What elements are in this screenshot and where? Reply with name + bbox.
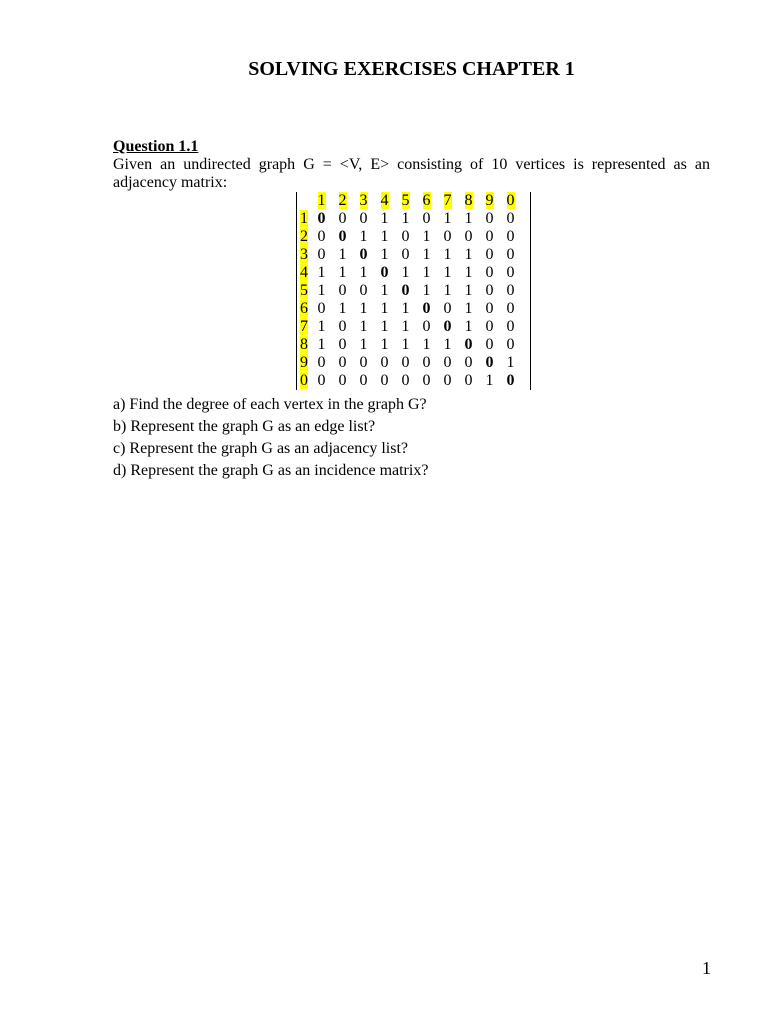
question-heading: Question 1.1: [113, 138, 199, 155]
matrix-cell: 1: [359, 318, 368, 335]
matrix-cell: 0: [443, 372, 452, 389]
matrix-cell: 1: [422, 246, 431, 263]
matrix-row-header: [297, 228, 311, 246]
matrix-cell: 1: [359, 300, 368, 317]
matrix-cell: 1: [401, 264, 410, 281]
matrix-row-label: 6: [300, 300, 308, 317]
matrix-cell: 0: [464, 228, 473, 245]
matrix-cell: 0: [422, 354, 431, 371]
adjacency-matrix-table: [297, 192, 521, 390]
matrix-cell: 1: [443, 336, 452, 353]
matrix-cell: 1: [401, 336, 410, 353]
matrix-cell: 1: [317, 336, 326, 353]
matrix-cell: 0: [506, 246, 515, 263]
matrix-cell: 0: [338, 372, 347, 389]
matrix-cell: 0: [485, 264, 494, 281]
matrix-column-label: 8: [464, 192, 473, 209]
matrix-column-label: 1: [317, 192, 326, 209]
matrix-row: [297, 300, 521, 318]
matrix-row-label: 4: [300, 264, 308, 281]
matrix-row: [297, 318, 521, 336]
matrix-column-label: 4: [380, 192, 389, 209]
matrix-row-label: 3: [300, 246, 308, 263]
matrix-cell: 1: [464, 300, 473, 317]
matrix-cell: 1: [443, 282, 452, 299]
matrix-cell: 0: [338, 336, 347, 353]
matrix-cell: 0: [443, 354, 452, 371]
matrix-cell: 1: [380, 282, 389, 299]
task-item: a) Find the degree of each vertex in the graph G?: [113, 396, 427, 413]
matrix-cell: 0: [359, 282, 368, 299]
matrix-row-label: 1: [300, 210, 308, 227]
matrix-cell: 1: [401, 300, 410, 317]
matrix-cell: 1: [380, 246, 389, 263]
matrix-column-header: [374, 192, 395, 210]
matrix-cell: 0: [422, 210, 431, 227]
matrix-diagonal-cell: 0: [401, 282, 410, 299]
matrix-cell: 0: [380, 372, 389, 389]
matrix-diagonal-cell: 0: [359, 246, 368, 263]
matrix-cell: 1: [338, 300, 347, 317]
matrix-cell: 0: [401, 372, 410, 389]
matrix-cell: 1: [485, 372, 494, 389]
matrix-cell: 1: [422, 228, 431, 245]
matrix-cell: 0: [317, 372, 326, 389]
matrix-column-label: 9: [485, 192, 494, 209]
matrix-column-label: 6: [422, 192, 431, 209]
matrix-cell: 0: [401, 228, 410, 245]
matrix-row-header: [297, 336, 311, 354]
page-title: SOLVING EXERCISES CHAPTER 1: [248, 58, 575, 80]
matrix-cell: 0: [506, 264, 515, 281]
matrix-cell: 1: [506, 354, 515, 371]
matrix-row-label: 9: [300, 354, 308, 371]
matrix-cell: 1: [380, 210, 389, 227]
matrix-cell: 0: [506, 336, 515, 353]
matrix-row-header: [297, 246, 311, 264]
matrix-cell: 0: [485, 210, 494, 227]
matrix-cell: 0: [422, 372, 431, 389]
matrix-diagonal-cell: 0: [338, 228, 347, 245]
matrix-cell: 1: [317, 264, 326, 281]
matrix-cell: 0: [506, 282, 515, 299]
matrix-cell: 1: [380, 336, 389, 353]
matrix-row-label: 2: [300, 228, 308, 245]
matrix-cell: 1: [464, 264, 473, 281]
task-list: [113, 394, 710, 482]
matrix-row-label: 8: [300, 336, 308, 353]
matrix-cell: 0: [317, 246, 326, 263]
question-section: [113, 138, 710, 482]
matrix-row-header: [297, 372, 311, 390]
matrix-cell: 0: [338, 354, 347, 371]
matrix-row: [297, 228, 521, 246]
matrix-cell: 1: [317, 282, 326, 299]
matrix-row-header: [297, 354, 311, 372]
matrix-cell: 0: [317, 354, 326, 371]
matrix-cell: 1: [443, 246, 452, 263]
matrix-cell: 0: [485, 282, 494, 299]
matrix-row: [297, 354, 521, 372]
matrix-row-label: 7: [300, 318, 308, 335]
matrix-diagonal-cell: 0: [317, 210, 326, 227]
matrix-row-label: 0: [300, 372, 308, 389]
task-item: c) Represent the graph G as an adjacency list?: [113, 440, 408, 457]
matrix-row: [297, 264, 521, 282]
matrix-row-header: [297, 210, 311, 228]
matrix-cell: 0: [506, 228, 515, 245]
matrix-column-header: [395, 192, 416, 210]
matrix-cell: 0: [485, 246, 494, 263]
matrix-column-header: [311, 192, 332, 210]
matrix-row-label: 5: [300, 282, 308, 299]
matrix-cell: 0: [485, 336, 494, 353]
matrix-row: [297, 372, 521, 390]
matrix-cell: 1: [443, 210, 452, 227]
matrix-cell: 1: [464, 318, 473, 335]
matrix-diagonal-cell: 0: [443, 318, 452, 335]
matrix-cell: 1: [422, 282, 431, 299]
matrix-cell: 0: [485, 300, 494, 317]
matrix-diagonal-cell: 0: [422, 300, 431, 317]
matrix-column-label: 0: [506, 192, 515, 209]
matrix-row: [297, 336, 521, 354]
matrix-cell: 0: [359, 372, 368, 389]
matrix-column-header: [479, 192, 500, 210]
matrix-cell: 0: [317, 300, 326, 317]
matrix-cell: 1: [317, 318, 326, 335]
matrix-row-header: [297, 264, 311, 282]
matrix-cell: 0: [464, 354, 473, 371]
matrix-cell: 0: [506, 210, 515, 227]
matrix-cell: 1: [380, 228, 389, 245]
matrix-column-header: [353, 192, 374, 210]
matrix-cell: 1: [464, 210, 473, 227]
matrix-column-label: 2: [338, 192, 347, 209]
matrix-cell: 0: [359, 210, 368, 227]
page-number: 1: [702, 958, 711, 978]
matrix-cell: 1: [338, 246, 347, 263]
task-item: d) Represent the graph G as an incidence matrix?: [113, 462, 429, 479]
matrix-cell: 1: [380, 300, 389, 317]
matrix-row: [297, 282, 521, 300]
matrix-cell: 0: [485, 318, 494, 335]
matrix-cell: 0: [401, 246, 410, 263]
question-intro: Given an undirected graph G = <V, E> consisting of 10 vertices is represented as an adjacency matrix:: [113, 156, 710, 191]
matrix-diagonal-cell: 0: [464, 336, 473, 353]
matrix-column-header: [458, 192, 479, 210]
matrix-column-label: 5: [401, 192, 410, 209]
matrix-cell: 0: [506, 318, 515, 335]
matrix-cell: 0: [464, 372, 473, 389]
matrix-cell: 0: [338, 210, 347, 227]
matrix-cell: 1: [359, 264, 368, 281]
matrix-cell: 1: [338, 264, 347, 281]
matrix-column-header: [332, 192, 353, 210]
matrix-cell: 1: [380, 318, 389, 335]
matrix-cell: 0: [380, 354, 389, 371]
matrix-row: [297, 246, 521, 264]
matrix-row-header: [297, 318, 311, 336]
matrix-cell: 1: [464, 282, 473, 299]
matrix-cell: 0: [443, 300, 452, 317]
matrix-cell: 1: [401, 210, 410, 227]
matrix-cell: 1: [464, 246, 473, 263]
matrix-header-row: [297, 192, 521, 210]
matrix-diagonal-cell: 0: [380, 264, 389, 281]
matrix-column-label: 7: [443, 192, 452, 209]
matrix-row-header: [297, 300, 311, 318]
matrix-column-header: [416, 192, 437, 210]
matrix-cell: 1: [443, 264, 452, 281]
matrix-cell: 0: [338, 282, 347, 299]
matrix-cell: 1: [359, 228, 368, 245]
task-item: b) Represent the graph G as an edge list?: [113, 418, 376, 435]
matrix-diagonal-cell: 0: [485, 354, 494, 371]
matrix-cell: 1: [422, 264, 431, 281]
matrix-row-header: [297, 282, 311, 300]
matrix-cell: 0: [359, 354, 368, 371]
matrix-cell: 1: [422, 336, 431, 353]
matrix-cell: 1: [359, 336, 368, 353]
matrix-column-header: [500, 192, 521, 210]
matrix-cell: 0: [317, 228, 326, 245]
matrix-column-label: 3: [359, 192, 368, 209]
matrix-diagonal-cell: 0: [506, 372, 515, 389]
matrix-cell: 0: [506, 300, 515, 317]
matrix-cell: 0: [401, 354, 410, 371]
matrix-row: [297, 210, 521, 228]
matrix-cell: 0: [422, 318, 431, 335]
matrix-corner: [297, 192, 311, 210]
matrix-cell: 0: [443, 228, 452, 245]
matrix-cell: 1: [401, 318, 410, 335]
matrix-cell: 0: [485, 228, 494, 245]
matrix-cell: 0: [338, 318, 347, 335]
adjacency-matrix: [296, 192, 531, 390]
matrix-column-header: [437, 192, 458, 210]
